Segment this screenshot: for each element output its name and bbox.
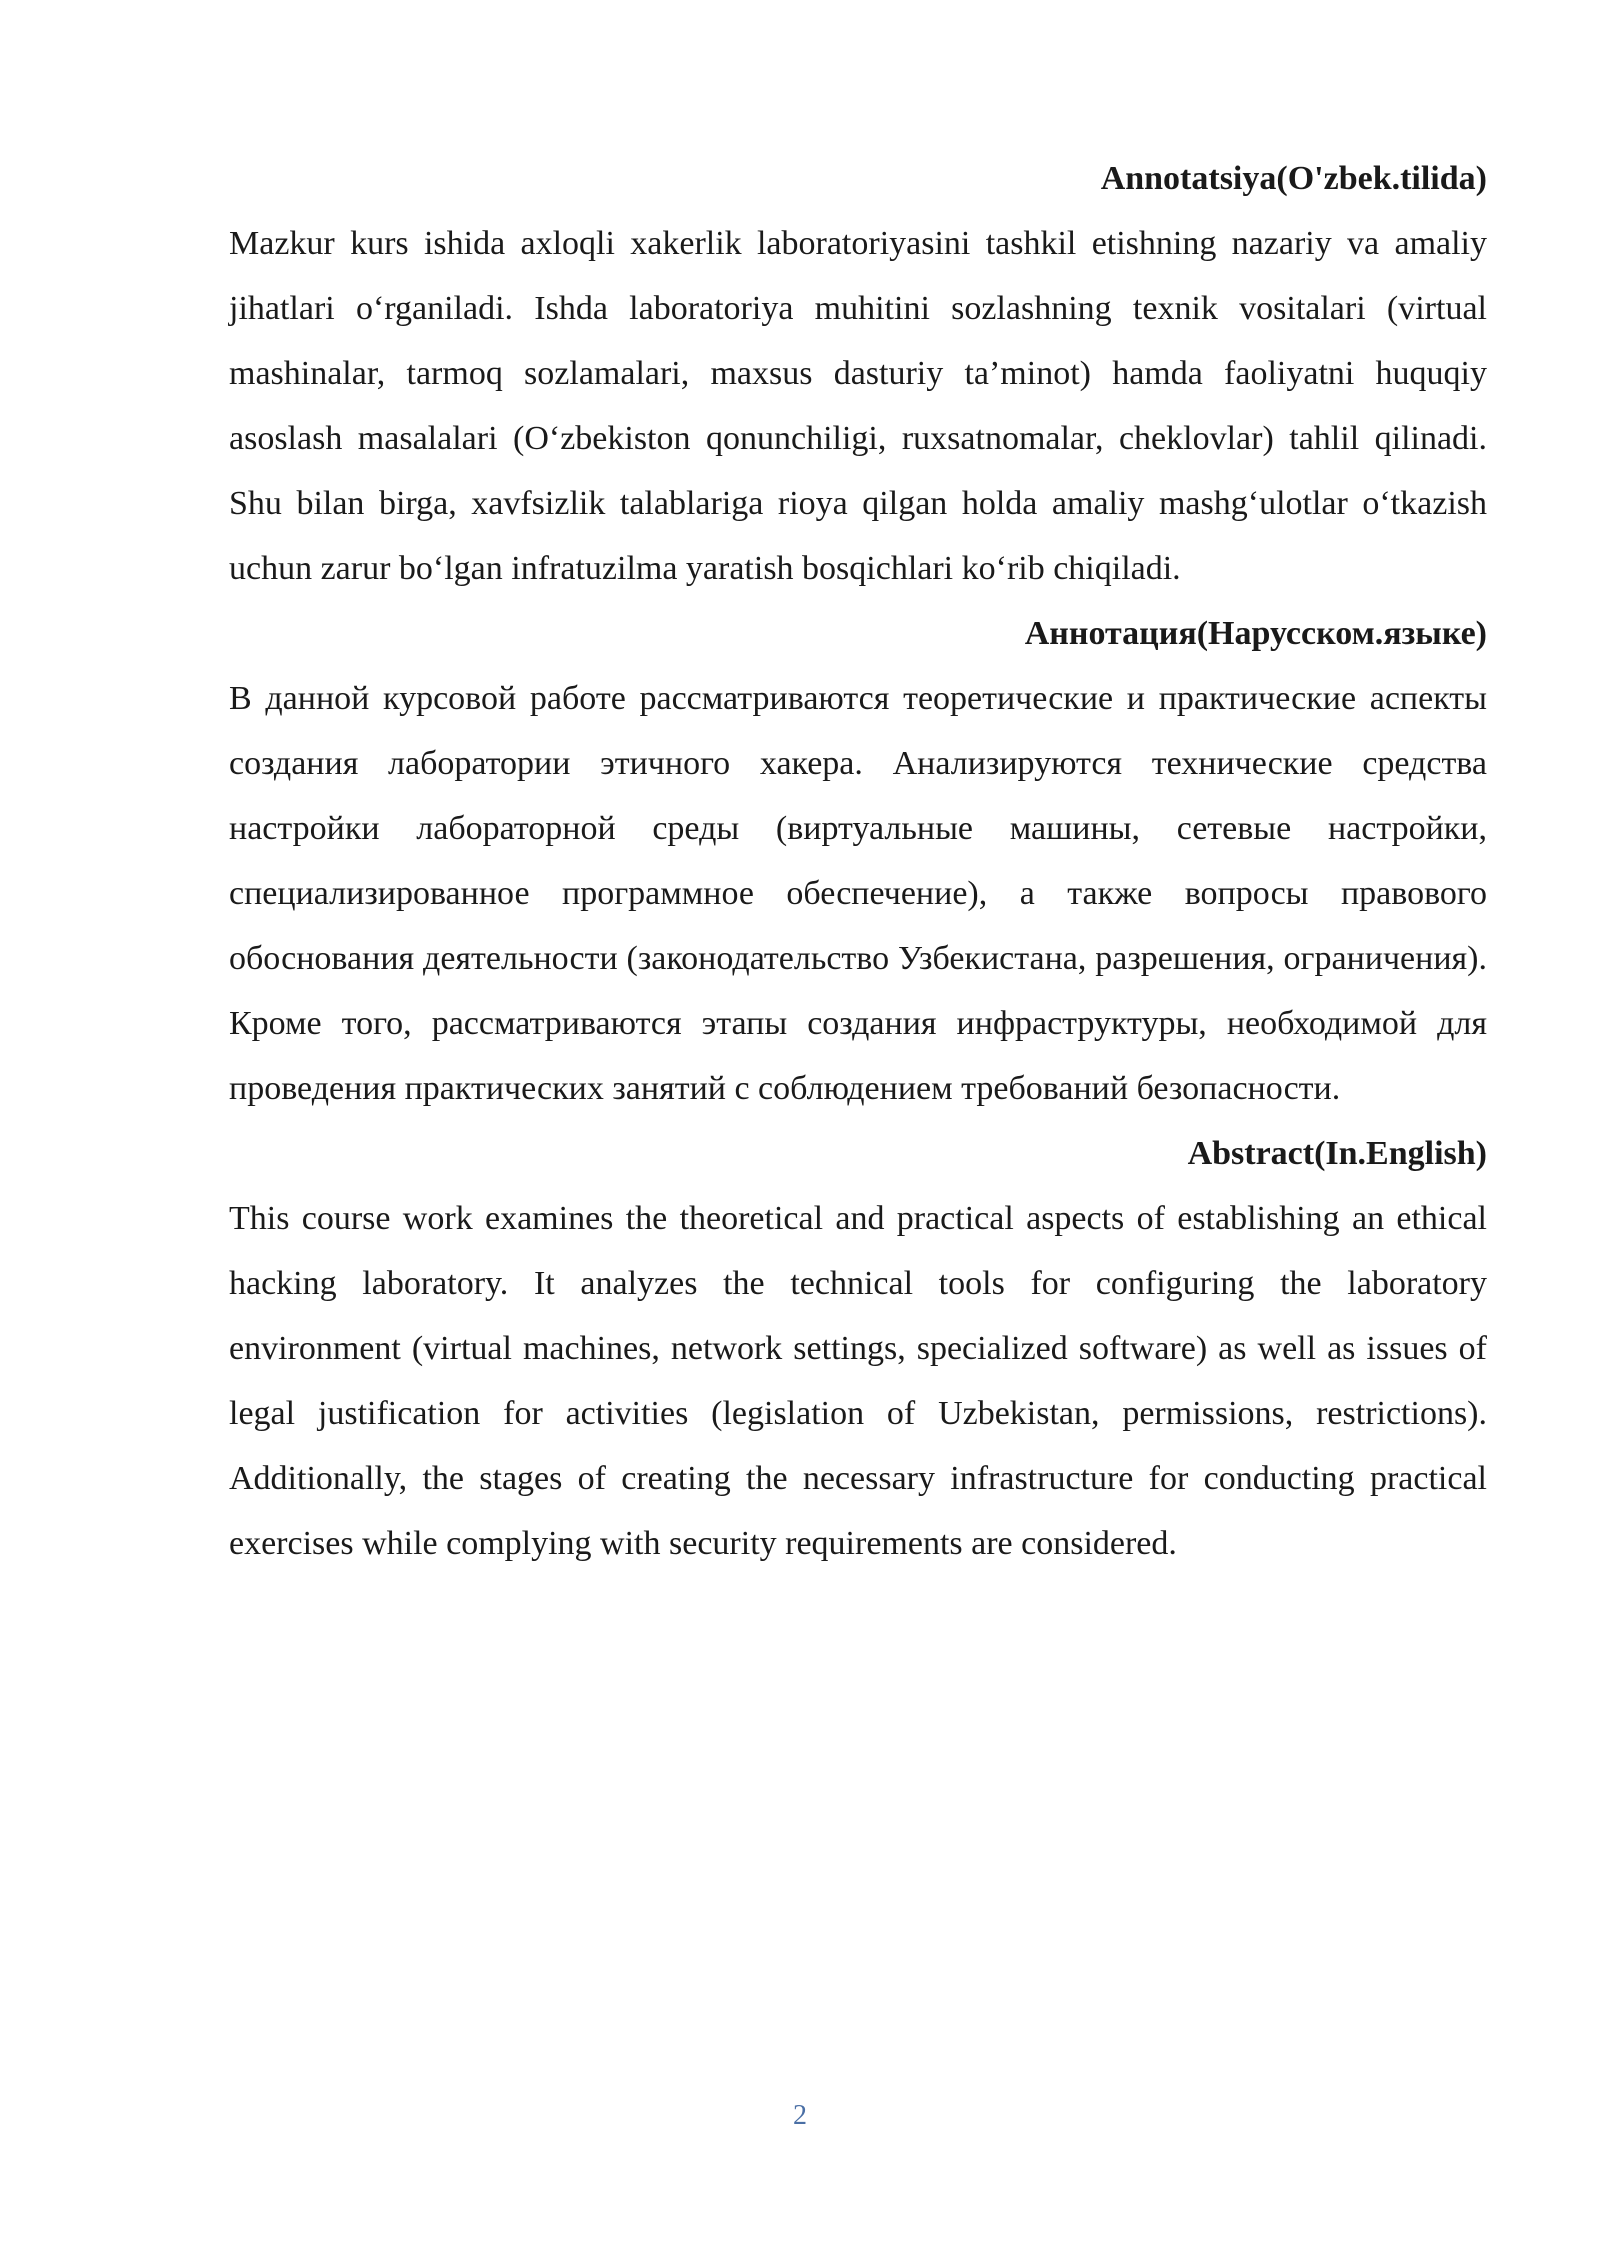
russian-annotation-text: В данной курсовой работе рассматриваются теоретические и практические аспекты создания лаборатории этичного хакера. Анализируются технические средства настройки лабораторной среды (виртуальные машины, сетевые настройки, специализированное программное обеспечение), а также вопросы правового обоснования деятельности (законодательство Узбекистана, разрешения, ограничения). Кроме того, рассматриваются этапы создания инфраструктуры, необходимой для проведения практических занятий с соблюдением требований безопасности. [229, 680, 1487, 1107]
uzbek-annotation-heading: Annotatsiya(O'zbek.tilida) [1100, 160, 1487, 197]
uzbek-annotation-text: Mazkur kurs ishida axloqli xakerlik laboratoriyasini tashkil etishning nazariy va amaliy jihatlari o‘rganiladi. Ishda laboratoriya muhitini sozlashning texnik vositalari (virtual mashinalar, tarmoq sozlamalari, maxsus dasturiy ta’minot) hamda faoliyatni huquqiy asoslash masalalari (O‘zbekiston qonunchiligi, ruxsatnomalar, cheklovlar) tahlil qilinadi. Shu bilan birga, xavfsizlik talablariga rioya qilgan holda amaliy mashg‘ulotlar o‘tkazish uchun zarur bo‘lgan infratuzilma yaratish bosqichlari ko‘rib chiqiladi. [229, 225, 1487, 587]
page-number: 2 [793, 2100, 807, 2131]
english-abstract-text: This course work examines the theoretical and practical aspects of establishing an ethical hacking laboratory. It analyzes the technical tools for configuring the laboratory environment (virtual machines, network settings, specialized software) as well as issues of legal justification for activities (legislation of Uzbekistan, permissions, restrictions). Additionally, the stages of creating the necessary infrastructure for conducting practical exercises while complying with security requirements are considered. [229, 1200, 1487, 1562]
russian-annotation-heading: Аннотация(Нарусском.языке) [1024, 615, 1487, 652]
page-content [229, 146, 1487, 1576]
english-abstract-heading: Abstract(In.English) [1187, 1135, 1487, 1172]
